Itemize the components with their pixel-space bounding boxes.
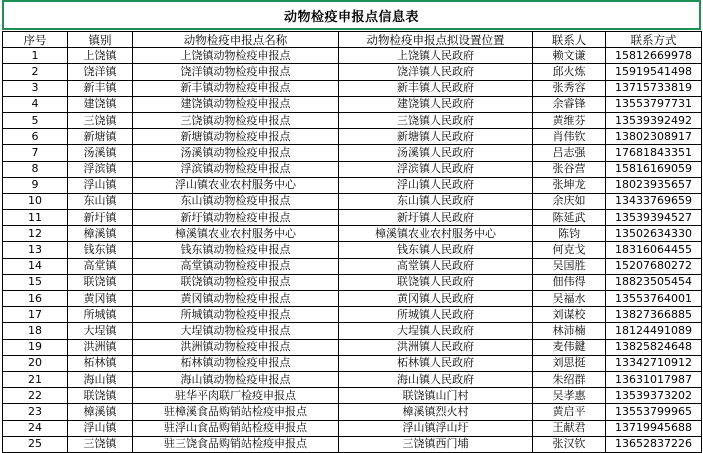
- cell-index[interactable]: 17: [3, 307, 68, 323]
- cell-town[interactable]: 上饶镇: [68, 48, 133, 64]
- table-row: [3, 420, 702, 436]
- cell-point-name[interactable]: 洪洲镇动物检疫申报点: [133, 339, 339, 355]
- cell-location[interactable]: 联饶镇人民政府: [339, 274, 533, 290]
- cell-contact[interactable]: 林沛楠: [533, 323, 606, 339]
- cell-town[interactable]: 大埕镇: [68, 323, 133, 339]
- cell-location[interactable]: 樟溪镇烈火村: [339, 404, 533, 420]
- cell-contact[interactable]: 张坤龙: [533, 177, 606, 193]
- cell-phone[interactable]: 13715733819: [606, 80, 702, 96]
- cell-phone[interactable]: 13502634330: [606, 226, 702, 242]
- cell-point-name[interactable]: 驻浮山食品购销站检疫申报点: [133, 420, 339, 436]
- cell-point-name[interactable]: 大埕镇动物检疫申报点: [133, 323, 339, 339]
- cell-town[interactable]: 浮山镇: [68, 420, 133, 436]
- cell-point-name[interactable]: 浮滨镇动物检疫申报点: [133, 161, 339, 177]
- table-row: [3, 177, 702, 193]
- cell-index[interactable]: 13: [3, 242, 68, 258]
- cell-index[interactable]: 22: [3, 388, 68, 404]
- cell-town[interactable]: 东山镇: [68, 193, 133, 209]
- table-row: [3, 112, 702, 128]
- cell-town[interactable]: 浮滨镇: [68, 161, 133, 177]
- cell-phone[interactable]: 18023935657: [606, 177, 702, 193]
- cell-contact[interactable]: 陈延武: [533, 210, 606, 226]
- cell-phone[interactable]: 13553764001: [606, 291, 702, 307]
- cell-index[interactable]: 8: [3, 161, 68, 177]
- cell-point-name[interactable]: 驻三饶食品购销站检疫申报点: [133, 436, 339, 452]
- cell-point-name[interactable]: 驻樟溪食品购销站检疫申报点: [133, 404, 339, 420]
- cell-point-name[interactable]: 柘林镇动物检疫申报点: [133, 355, 339, 371]
- cell-point-name[interactable]: 汤溪镇动物检疫申报点: [133, 145, 339, 161]
- cell-location[interactable]: 浮山镇浮山圩: [339, 420, 533, 436]
- cell-point-name[interactable]: 钱东镇动物检疫申报点: [133, 242, 339, 258]
- cell-town[interactable]: 新丰镇: [68, 80, 133, 96]
- table-row: [3, 291, 702, 307]
- cell-town[interactable]: 洪洲镇: [68, 339, 133, 355]
- cell-location[interactable]: 三饶镇西门埔: [339, 436, 533, 452]
- cell-point-name[interactable]: 新塘镇动物检疫申报点: [133, 129, 339, 145]
- cell-location[interactable]: 钱东镇人民政府: [339, 242, 533, 258]
- cell-town[interactable]: 海山镇: [68, 371, 133, 387]
- cell-contact[interactable]: 黄启平: [533, 404, 606, 420]
- cell-phone[interactable]: 13719945688: [606, 420, 702, 436]
- table-row: [3, 48, 702, 64]
- cell-location[interactable]: 新塘镇人民政府: [339, 129, 533, 145]
- cell-contact[interactable]: 王献君: [533, 420, 606, 436]
- cell-town[interactable]: 建饶镇: [68, 96, 133, 112]
- cell-contact[interactable]: 吴福水: [533, 291, 606, 307]
- cell-location[interactable]: 所城镇人民政府: [339, 307, 533, 323]
- cell-index[interactable]: 15: [3, 274, 68, 290]
- cell-contact[interactable]: 麦伟鍵: [533, 339, 606, 355]
- cell-point-name[interactable]: 建饶镇动物检疫申报点: [133, 96, 339, 112]
- header-phone[interactable]: 联系方式: [606, 32, 702, 48]
- cell-index[interactable]: 9: [3, 177, 68, 193]
- table-row: [3, 226, 702, 242]
- header-town[interactable]: 镇别: [68, 32, 133, 48]
- cell-contact[interactable]: 余睿锋: [533, 96, 606, 112]
- cell-location[interactable]: 樟溪镇农业农村服务中心: [339, 226, 533, 242]
- cell-phone[interactable]: 17681843351: [606, 145, 702, 161]
- cell-phone[interactable]: 18124491089: [606, 323, 702, 339]
- header-contact[interactable]: 联系人: [533, 32, 606, 48]
- cell-town[interactable]: 汤溪镇: [68, 145, 133, 161]
- table-row: [3, 64, 702, 80]
- cell-phone[interactable]: 13652837226: [606, 436, 702, 452]
- cell-contact[interactable]: 陈钧: [533, 226, 606, 242]
- cell-index[interactable]: 12: [3, 226, 68, 242]
- cell-contact[interactable]: 吴国胜: [533, 258, 606, 274]
- cell-location[interactable]: 饶洋镇人民政府: [339, 64, 533, 80]
- cell-index[interactable]: 1: [3, 48, 68, 64]
- cell-phone[interactable]: 15919541498: [606, 64, 702, 80]
- cell-index[interactable]: 11: [3, 210, 68, 226]
- cell-point-name[interactable]: 驻华平肉联厂检疫申报点: [133, 388, 339, 404]
- table-row: [3, 242, 702, 258]
- cell-index[interactable]: 2: [3, 64, 68, 80]
- cell-index[interactable]: 20: [3, 355, 68, 371]
- table-title-cell[interactable]: [2, 0, 701, 30]
- spreadsheet: [2, 0, 701, 453]
- cell-contact[interactable]: 张汉钦: [533, 436, 606, 452]
- table-row: [3, 307, 702, 323]
- cell-point-name[interactable]: 浮山镇农业农村服务中心: [133, 177, 339, 193]
- cell-index[interactable]: 3: [3, 80, 68, 96]
- table-row: [3, 323, 702, 339]
- cell-town[interactable]: 联饶镇: [68, 274, 133, 290]
- header-point-name[interactable]: 动物检疫申报点名称: [133, 32, 339, 48]
- cell-index[interactable]: 24: [3, 420, 68, 436]
- table-row: [3, 355, 702, 371]
- cell-contact[interactable]: 邱火炼: [533, 64, 606, 80]
- cell-location[interactable]: 新丰镇人民政府: [339, 80, 533, 96]
- cell-phone[interactable]: 18823505454: [606, 274, 702, 290]
- cell-contact[interactable]: 肖伟钦: [533, 129, 606, 145]
- cell-phone[interactable]: 13539394527: [606, 210, 702, 226]
- cell-phone[interactable]: 13553799965: [606, 404, 702, 420]
- cell-index[interactable]: 10: [3, 193, 68, 209]
- cell-contact[interactable]: 刘谋校: [533, 307, 606, 323]
- cell-town[interactable]: 饶洋镇: [68, 64, 133, 80]
- table-row: [3, 274, 702, 290]
- table-row: [3, 145, 702, 161]
- cell-contact[interactable]: 赖文谦: [533, 48, 606, 64]
- cell-town[interactable]: 联饶镇: [68, 388, 133, 404]
- table-row: [3, 80, 702, 96]
- cell-contact[interactable]: 朱绍群: [533, 371, 606, 387]
- table-title: 动物检疫申报点信息表: [283, 9, 419, 25]
- header-row: [3, 32, 702, 48]
- table-row: [3, 161, 702, 177]
- table-row: [3, 129, 702, 145]
- header-index[interactable]: 序号: [3, 32, 68, 48]
- cell-point-name[interactable]: 所城镇动物检疫申报点: [133, 307, 339, 323]
- cell-location[interactable]: 浮山镇人民政府: [339, 177, 533, 193]
- cell-town[interactable]: 樟溪镇: [68, 226, 133, 242]
- cell-location[interactable]: 建饶镇人民政府: [339, 96, 533, 112]
- cell-phone[interactable]: 13802308917: [606, 129, 702, 145]
- cell-town[interactable]: 三饶镇: [68, 436, 133, 452]
- cell-point-name[interactable]: 上饶镇动物检疫申报点: [133, 48, 339, 64]
- cell-point-name[interactable]: 高堂镇动物检疫申报点: [133, 258, 339, 274]
- cell-phone[interactable]: 18316064455: [606, 242, 702, 258]
- cell-contact[interactable]: 张秀容: [533, 80, 606, 96]
- inspection-points-table: [2, 31, 702, 453]
- cell-phone[interactable]: 13433769659: [606, 193, 702, 209]
- cell-phone[interactable]: 13827366885: [606, 307, 702, 323]
- cell-phone[interactable]: 13539392492: [606, 112, 702, 128]
- cell-phone[interactable]: 15207680272: [606, 258, 702, 274]
- cell-location[interactable]: 联饶镇山门村: [339, 388, 533, 404]
- cell-index[interactable]: 5: [3, 112, 68, 128]
- cell-contact[interactable]: 何克戈: [533, 242, 606, 258]
- cell-town[interactable]: 钱东镇: [68, 242, 133, 258]
- cell-town[interactable]: 浮山镇: [68, 177, 133, 193]
- cell-point-name[interactable]: 饶洋镇动物检疫申报点: [133, 64, 339, 80]
- header-location[interactable]: 动物检疫申报点拟设置位置: [339, 32, 533, 48]
- cell-contact[interactable]: 佃伟得: [533, 274, 606, 290]
- cell-location[interactable]: 东山镇人民政府: [339, 193, 533, 209]
- cell-index[interactable]: 19: [3, 339, 68, 355]
- cell-location[interactable]: 海山镇人民政府: [339, 371, 533, 387]
- cell-town[interactable]: 新塘镇: [68, 129, 133, 145]
- cell-phone[interactable]: 15812669978: [606, 48, 702, 64]
- cell-phone[interactable]: 15816169059: [606, 161, 702, 177]
- cell-point-name[interactable]: 海山镇动物检疫申报点: [133, 371, 339, 387]
- cell-contact[interactable]: 吕志强: [533, 145, 606, 161]
- cell-location[interactable]: 大埕镇人民政府: [339, 323, 533, 339]
- cell-location[interactable]: 洪洲镇人民政府: [339, 339, 533, 355]
- cell-town[interactable]: 黄冈镇: [68, 291, 133, 307]
- cell-contact[interactable]: 黄维芬: [533, 112, 606, 128]
- cell-contact[interactable]: 余庆如: [533, 193, 606, 209]
- cell-phone[interactable]: 13539373202: [606, 388, 702, 404]
- cell-town[interactable]: 三饶镇: [68, 112, 133, 128]
- cell-location[interactable]: 柘林镇人民政府: [339, 355, 533, 371]
- cell-point-name[interactable]: 黄冈镇动物检疫申报点: [133, 291, 339, 307]
- cell-location[interactable]: 黄冈镇人民政府: [339, 291, 533, 307]
- table-row: [3, 388, 702, 404]
- cell-index[interactable]: 23: [3, 404, 68, 420]
- cell-phone[interactable]: 13631017987: [606, 371, 702, 387]
- cell-location[interactable]: 上饶镇人民政府: [339, 48, 533, 64]
- cell-location[interactable]: 新圩镇人民政府: [339, 210, 533, 226]
- table-row: [3, 404, 702, 420]
- cell-index[interactable]: 7: [3, 145, 68, 161]
- cell-contact[interactable]: 张谷营: [533, 161, 606, 177]
- cell-point-name[interactable]: 樟溪镇农业农村服务中心: [133, 226, 339, 242]
- cell-phone[interactable]: 13825824648: [606, 339, 702, 355]
- cell-location[interactable]: 三饶镇人民政府: [339, 112, 533, 128]
- table-row: [3, 371, 702, 387]
- cell-location[interactable]: 汤溪镇人民政府: [339, 145, 533, 161]
- cell-town[interactable]: 所城镇: [68, 307, 133, 323]
- cell-index[interactable]: 21: [3, 371, 68, 387]
- table-body: [3, 48, 702, 453]
- table-row: [3, 339, 702, 355]
- cell-town[interactable]: 樟溪镇: [68, 404, 133, 420]
- table-row: [3, 210, 702, 226]
- cell-index[interactable]: 16: [3, 291, 68, 307]
- table-row: [3, 193, 702, 209]
- cell-phone[interactable]: 13553797731: [606, 96, 702, 112]
- cell-town[interactable]: 高堂镇: [68, 258, 133, 274]
- cell-phone[interactable]: 13342710912: [606, 355, 702, 371]
- cell-contact[interactable]: 吴孝惠: [533, 388, 606, 404]
- cell-location[interactable]: 高堂镇人民政府: [339, 258, 533, 274]
- cell-index[interactable]: 6: [3, 129, 68, 145]
- cell-point-name[interactable]: 联饶镇动物检疫申报点: [133, 274, 339, 290]
- cell-location[interactable]: 浮滨镇人民政府: [339, 161, 533, 177]
- cell-point-name[interactable]: 三饶镇动物检疫申报点: [133, 112, 339, 128]
- cell-point-name[interactable]: 东山镇动物检疫申报点: [133, 193, 339, 209]
- cell-index[interactable]: 14: [3, 258, 68, 274]
- table-row: [3, 258, 702, 274]
- cell-index[interactable]: 4: [3, 96, 68, 112]
- cell-town[interactable]: 柘林镇: [68, 355, 133, 371]
- cell-index[interactable]: 18: [3, 323, 68, 339]
- cell-contact[interactable]: 刘思挺: [533, 355, 606, 371]
- cell-index[interactable]: 25: [3, 436, 68, 452]
- cell-town[interactable]: 新圩镇: [68, 210, 133, 226]
- cell-point-name[interactable]: 新丰镇动物检疫申报点: [133, 80, 339, 96]
- cell-point-name[interactable]: 新圩镇动物检疫申报点: [133, 210, 339, 226]
- table-row: [3, 96, 702, 112]
